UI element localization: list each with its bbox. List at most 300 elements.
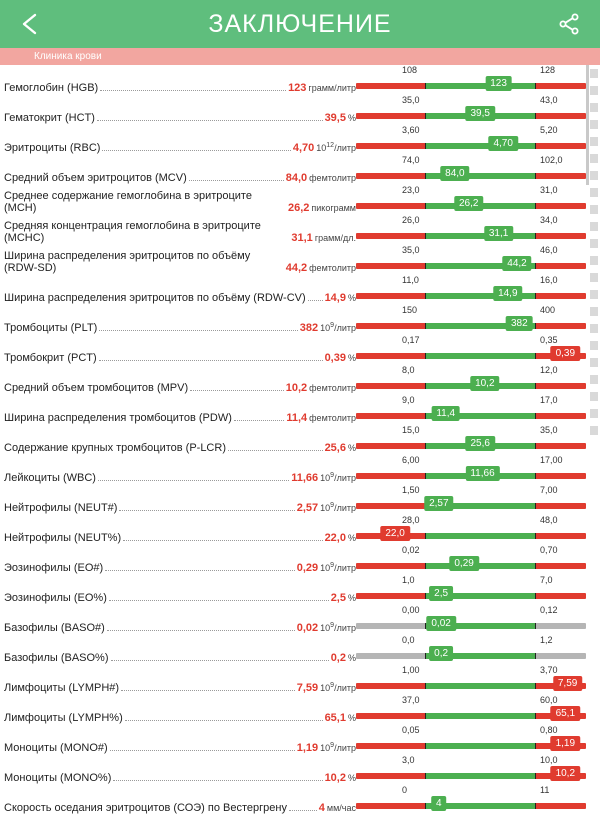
result-unit: %: [347, 113, 356, 123]
result-name: Эозинофилы (EO%): [4, 592, 107, 604]
share-button[interactable]: [552, 7, 586, 41]
result-value: 0,39: [324, 352, 346, 364]
result-name: Гемоглобин (HGB): [4, 82, 99, 94]
range-low-tick: [425, 593, 426, 599]
result-name: Нейтрофилы (NEUT%): [4, 532, 122, 544]
reference-range-gauge: [356, 245, 586, 275]
result-row[interactable]: [0, 245, 586, 275]
range-high-tick: [535, 773, 536, 779]
result-unit: %: [347, 293, 356, 303]
chevron-left-icon: [18, 11, 44, 37]
result-name: Среднее содержание гемоглобина в эритроците (MCH): [4, 190, 252, 214]
result-row[interactable]: [0, 425, 586, 455]
range-high-tick: [535, 113, 536, 119]
range-high-label: 31,0: [540, 185, 558, 195]
range-high-tick: [535, 323, 536, 329]
result-unit: фемтолитр: [309, 413, 356, 423]
range-low-label: 15,0: [402, 425, 420, 435]
measured-value-pill: 4,70: [488, 136, 517, 151]
result-name: Ширина распределения тромбоцитов (PDW): [4, 412, 232, 424]
range-high-tick: [535, 593, 536, 599]
range-low-tick: [425, 443, 426, 449]
result-label-block: [4, 140, 356, 155]
measured-value-pill: 31,1: [484, 226, 513, 241]
result-name-line: [4, 500, 356, 514]
scroll-tick: [590, 171, 598, 180]
range-low-tick: [425, 353, 426, 359]
result-name: Эритроциты (RBC): [4, 142, 101, 154]
range-high-tick: [535, 473, 536, 479]
range-low-label: 8,0: [402, 365, 415, 375]
range-high-tick: [535, 533, 536, 539]
range-high-label: 43,0: [540, 95, 558, 105]
range-high-label: 7,0: [540, 575, 553, 585]
measured-value-pill: 7,59: [553, 676, 582, 691]
range-low-label: 1,0: [402, 575, 415, 585]
result-row[interactable]: [0, 515, 586, 545]
reference-range-gauge: [356, 725, 586, 755]
range-low-label: 37,0: [402, 695, 420, 705]
result-label-block: [4, 442, 356, 455]
scroll-tick: [590, 103, 598, 112]
range-low-tick: [425, 743, 426, 749]
result-row[interactable]: [0, 785, 586, 815]
range-high-tick: [535, 233, 536, 239]
result-label-block: [4, 802, 356, 815]
normal-zone: [425, 233, 535, 239]
reference-range-gauge: [356, 155, 586, 185]
result-name: Тромбокрит (PCT): [4, 352, 97, 364]
range-high-label: 0,35: [540, 335, 558, 345]
result-value: 2,57: [296, 502, 319, 514]
scroll-tick: [590, 239, 598, 248]
range-low-label: 11,0: [402, 275, 419, 285]
range-high-label: 48,0: [540, 515, 558, 525]
result-value: 7,59: [296, 682, 319, 694]
scroll-tick: [590, 409, 598, 418]
share-icon: [557, 12, 581, 36]
result-label-block: [4, 412, 356, 425]
normal-zone: [425, 773, 535, 779]
result-value: 65,1: [324, 712, 346, 724]
range-low-label: 3,0: [402, 755, 415, 765]
result-label-block: [4, 712, 356, 725]
scroll-tick: [590, 120, 598, 129]
result-unit: $10^9$/литр: [320, 322, 356, 333]
range-high-tick: [535, 263, 536, 269]
result-unit: фемтолитр: [309, 263, 356, 273]
range-high-label: 0,12: [540, 605, 558, 615]
result-name-line: [4, 802, 356, 814]
range-low-label: 0,17: [402, 335, 420, 345]
back-button[interactable]: [14, 7, 48, 41]
result-label-block: [4, 652, 356, 665]
result-name-line: [4, 680, 356, 694]
range-high-tick: [535, 293, 536, 299]
result-row[interactable]: [0, 575, 586, 605]
normal-zone: [425, 533, 535, 539]
result-row[interactable]: [0, 305, 586, 335]
result-value: 22,0: [324, 532, 346, 544]
result-name-line: [4, 82, 356, 94]
leader-dots: [111, 653, 329, 661]
result-name: Базофилы (BASO#): [4, 622, 105, 634]
range-low-label: 0: [402, 785, 408, 795]
result-row[interactable]: [0, 695, 586, 725]
result-name-line: [4, 560, 356, 574]
leader-dots: [308, 293, 323, 301]
reference-range-gauge: [356, 275, 586, 305]
range-high-tick: [535, 623, 536, 629]
range-high-tick: [535, 143, 536, 149]
measured-value-pill: 44,2: [502, 256, 531, 271]
result-value: 4,70: [292, 142, 315, 154]
result-name-line: [4, 712, 356, 724]
result-unit: $10^9$/литр: [320, 562, 356, 573]
result-name-line: [4, 592, 356, 604]
result-unit: $10^9$/литр: [320, 502, 356, 513]
scrollbar-thumb[interactable]: [586, 65, 589, 185]
scroll-tick: [590, 307, 598, 316]
result-row[interactable]: [0, 125, 586, 155]
result-name: Средний объем эритроцитов (MCV): [4, 172, 187, 184]
range-low-tick: [425, 473, 426, 479]
measured-value-pill: 39,5: [465, 106, 494, 121]
reference-range-gauge: [356, 755, 586, 785]
reference-range-gauge: [356, 335, 586, 365]
range-low-label: 74,0: [402, 155, 420, 165]
result-row[interactable]: [0, 665, 586, 695]
result-row[interactable]: [0, 215, 586, 245]
measured-value-pill: 11,66: [465, 466, 499, 481]
result-row[interactable]: [0, 395, 586, 425]
range-high-tick: [535, 563, 536, 569]
result-unit: %: [347, 653, 356, 663]
result-name-line: [4, 220, 356, 244]
result-row[interactable]: [0, 95, 586, 125]
result-name: Ширина распределения эритроцитов по объёму (RDW-CV): [4, 292, 306, 304]
range-low-tick: [425, 653, 426, 659]
range-low-label: 0,05: [402, 725, 420, 735]
range-high-tick: [535, 683, 536, 689]
result-row[interactable]: [0, 635, 586, 665]
range-high-label: 3,70: [540, 665, 558, 675]
result-row[interactable]: [0, 275, 586, 305]
range-high-label: 5,20: [540, 125, 558, 135]
reference-range-gauge: [356, 635, 586, 665]
result-label-block: [4, 382, 356, 395]
result-unit: $10^9$/литр: [320, 682, 356, 693]
range-low-tick: [425, 83, 426, 89]
result-name-line: [4, 412, 356, 424]
measured-value-pill: 0,02: [426, 616, 455, 631]
leader-dots: [97, 113, 323, 121]
range-high-label: 102,0: [540, 155, 563, 165]
result-unit: фемтолитр: [309, 383, 356, 393]
leader-dots: [234, 413, 284, 421]
scroll-tick: [590, 290, 598, 299]
range-low-tick: [425, 683, 426, 689]
page-title: ЗАКЛЮЧЕНИЕ: [208, 9, 392, 38]
scroll-tick: [590, 86, 598, 95]
result-label-block: [4, 592, 356, 605]
leader-dots: [289, 803, 317, 811]
range-high-label: 46,0: [540, 245, 558, 255]
result-name-line: [4, 352, 356, 364]
range-high-tick: [535, 383, 536, 389]
result-value: 0,02: [296, 622, 319, 634]
result-label-block: [4, 292, 356, 305]
results-list[interactable]: [0, 65, 586, 815]
reference-range-gauge: [356, 575, 586, 605]
normal-zone: [425, 353, 535, 359]
result-name-line: [4, 190, 356, 214]
range-low-tick: [425, 203, 426, 209]
reference-range-gauge: [356, 785, 586, 815]
result-unit: $10^{12}$/литр: [316, 142, 356, 153]
range-low-label: 26,0: [402, 215, 420, 225]
range-high-label: 17,00: [540, 455, 563, 465]
result-label-block: [4, 352, 356, 365]
range-low-tick: [425, 533, 426, 539]
result-name: Лимфоциты (LYMPH#): [4, 682, 120, 694]
range-high-label: 1,2: [540, 635, 553, 645]
range-high-tick: [535, 203, 536, 209]
measured-value-pill: 0,39: [551, 346, 580, 361]
scroll-tick: [590, 137, 598, 146]
reference-range-gauge: [356, 305, 586, 335]
reference-range-gauge: [356, 515, 586, 545]
result-name-line: [4, 140, 356, 154]
result-row[interactable]: [0, 365, 586, 395]
result-name-line: [4, 620, 356, 634]
scroll-tick: [590, 256, 598, 265]
range-low-tick: [425, 383, 426, 389]
result-name: Лейкоциты (WBC): [4, 472, 96, 484]
result-name: Лимфоциты (LYMPH%): [4, 712, 123, 724]
scroll-tick-marks: [590, 69, 598, 435]
reference-range-gauge: [356, 695, 586, 725]
normal-zone: [425, 713, 535, 719]
leader-dots: [99, 353, 323, 361]
result-unit: %: [347, 773, 356, 783]
result-label-block: [4, 532, 356, 545]
result-value: 2,5: [330, 592, 346, 604]
result-value: 1,19: [296, 742, 319, 754]
result-name-line: [4, 112, 356, 124]
result-unit: грамм/дл.: [314, 233, 356, 243]
range-low-tick: [425, 773, 426, 779]
range-low-label: 1,50: [402, 485, 420, 495]
scroll-tick: [590, 358, 598, 367]
measured-value-pill: 14,9: [493, 286, 522, 301]
result-name: Ширина распределения эритроцитов по объёму (RDW-SD): [4, 250, 251, 274]
result-row[interactable]: [0, 65, 586, 95]
result-name-line: [4, 532, 356, 544]
results-body: [0, 65, 600, 815]
result-unit: $10^9$/литр: [320, 472, 356, 483]
reference-range-gauge: [356, 395, 586, 425]
result-unit: %: [347, 713, 356, 723]
result-label-block: [4, 190, 356, 215]
result-name-line: [4, 320, 356, 334]
result-row[interactable]: [0, 185, 586, 215]
result-name: Моноциты (MONO#): [4, 742, 108, 754]
result-value: 4: [318, 802, 325, 814]
range-low-tick: [425, 323, 426, 329]
result-row[interactable]: [0, 485, 586, 515]
result-value: 84,0: [285, 172, 308, 184]
result-row[interactable]: [0, 455, 586, 485]
result-name-line: [4, 740, 356, 754]
measured-value-pill: 84,0: [440, 166, 469, 181]
result-value: 10,2: [324, 772, 346, 784]
result-unit: фемтолитр: [309, 173, 356, 183]
range-low-label: 3,60: [402, 125, 420, 135]
scroll-tick: [590, 341, 598, 350]
scroll-tick: [590, 375, 598, 384]
result-row[interactable]: [0, 545, 586, 575]
range-high-tick: [535, 83, 536, 89]
result-name: Базофилы (BASO%): [4, 652, 109, 664]
range-low-label: 1,00: [402, 665, 420, 675]
leader-dots: [113, 773, 322, 781]
result-row[interactable]: [0, 155, 586, 185]
result-name: Скорость оседания эритроцитов (СОЭ) по Вестергрену: [4, 802, 287, 814]
range-high-label: 0,80: [540, 725, 558, 735]
measured-value-pill: 10,2: [470, 376, 499, 391]
measured-value-pill: 2,57: [424, 496, 453, 511]
result-value: 10,2: [285, 382, 308, 394]
scroll-tick: [590, 426, 598, 435]
result-value: 25,6: [324, 442, 346, 454]
result-label-block: [4, 470, 356, 485]
measured-value-pill: 1,19: [551, 736, 580, 751]
result-unit: $10^9$/литр: [320, 622, 356, 633]
range-high-label: 35,0: [540, 425, 558, 435]
result-value: 26,2: [287, 202, 310, 214]
result-name: Тромбоциты (PLT): [4, 322, 98, 334]
range-low-tick: [425, 293, 426, 299]
result-unit: %: [347, 353, 356, 363]
reference-range-gauge: [356, 215, 586, 245]
scroll-tick: [590, 154, 598, 163]
result-row[interactable]: [0, 605, 586, 635]
range-high-label: 128: [540, 65, 556, 75]
range-high-label: 7,00: [540, 485, 558, 495]
result-value: 39,5: [324, 112, 346, 124]
leader-dots: [99, 323, 297, 331]
result-label-block: [4, 620, 356, 635]
result-unit: пикограмм: [311, 203, 356, 213]
result-name-line: [4, 470, 356, 484]
range-low-label: 108: [402, 65, 418, 75]
result-value: 44,2: [285, 262, 308, 274]
leader-dots: [100, 83, 286, 91]
range-high-tick: [535, 413, 536, 419]
measured-value-pill: 22,0: [380, 526, 409, 541]
measured-value-pill: 382: [506, 316, 533, 331]
scroll-tick: [590, 69, 598, 78]
range-low-tick: [425, 113, 426, 119]
reference-range-gauge: [356, 605, 586, 635]
range-low-label: 9,0: [402, 395, 415, 405]
result-name: Гематокрит (HCT): [4, 112, 95, 124]
result-unit: %: [347, 593, 356, 603]
range-high-tick: [535, 353, 536, 359]
range-high-label: 16,0: [540, 275, 558, 285]
leader-dots: [109, 593, 329, 601]
result-name: Моноциты (MONO%): [4, 772, 112, 784]
range-high-tick: [535, 503, 536, 509]
reference-range-gauge: [356, 95, 586, 125]
measured-value-pill: 0,2: [429, 646, 453, 661]
scroll-tick: [590, 188, 598, 197]
scrollbar[interactable]: [586, 65, 600, 815]
range-low-tick: [425, 263, 426, 269]
range-low-tick: [425, 563, 426, 569]
result-value: 0,29: [296, 562, 319, 574]
range-high-tick: [535, 743, 536, 749]
result-label-block: [4, 172, 356, 185]
range-low-label: 35,0: [402, 245, 420, 255]
result-value: 0,2: [330, 652, 346, 664]
measured-value-pill: 25,6: [465, 436, 494, 451]
result-value: 14,9: [324, 292, 346, 304]
range-high-label: 11: [540, 785, 550, 795]
leader-dots: [125, 713, 323, 721]
scroll-tick: [590, 205, 598, 214]
range-high-label: 12,0: [540, 365, 558, 375]
range-high-label: 34,0: [540, 215, 558, 225]
leader-dots: [98, 473, 289, 481]
range-high-tick: [535, 443, 536, 449]
range-low-label: 0,02: [402, 545, 420, 555]
result-row[interactable]: [0, 725, 586, 755]
leader-dots: [119, 503, 294, 511]
result-label-block: [4, 680, 356, 695]
leader-dots: [121, 683, 295, 691]
result-label-block: [4, 740, 356, 755]
range-high-tick: [535, 173, 536, 179]
normal-zone: [425, 83, 535, 89]
range-high-label: 17,0: [540, 395, 558, 405]
range-low-label: 6,00: [402, 455, 420, 465]
range-low-tick: [425, 713, 426, 719]
measured-value-pill: 26,2: [454, 196, 483, 211]
reference-range-gauge: [356, 665, 586, 695]
leader-dots: [107, 623, 295, 631]
range-high-tick: [535, 713, 536, 719]
normal-zone: [425, 563, 535, 569]
normal-zone: [425, 743, 535, 749]
measured-value-pill: 123: [485, 76, 512, 91]
result-row[interactable]: [0, 755, 586, 785]
app-header: [0, 0, 600, 48]
result-row[interactable]: [0, 335, 586, 365]
scroll-tick: [590, 392, 598, 401]
range-low-tick: [425, 803, 426, 809]
leader-dots: [190, 383, 284, 391]
measured-value-pill: 65,1: [551, 706, 580, 721]
result-value: 11,66: [291, 472, 319, 484]
result-name-line: [4, 382, 356, 394]
result-value: 31,1: [291, 232, 313, 244]
range-low-label: 35,0: [402, 95, 420, 105]
range-low-label: 0,0: [402, 635, 415, 645]
result-name: Средняя концентрация гемоглобина в эритроците (MCHC): [4, 220, 261, 244]
result-name: Содержание крупных тромбоцитов (P-LCR): [4, 442, 226, 454]
